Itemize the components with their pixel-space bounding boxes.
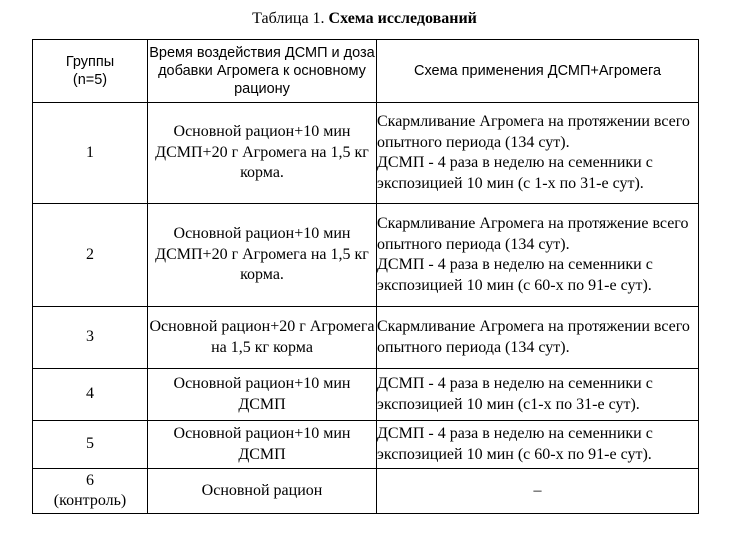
group-cell: 4 — [33, 369, 148, 421]
scheme-dsmp-text: ДСМП - 4 раза в неделю на семенники с экспозицией 10 мин (с1-х по 31-е сут). — [377, 375, 653, 413]
scheme-feed-text: Скармливание Агромега на протяжении всего опытного периода (134 сут). — [377, 113, 690, 151]
study-scheme-table — [32, 39, 699, 514]
table-row — [33, 307, 699, 369]
time-dose-cell: Основной рацион+10 мин ДСМП — [148, 369, 377, 421]
group-cell: 2 — [33, 204, 148, 307]
table-row — [33, 421, 699, 469]
table-row — [33, 369, 699, 421]
group-number: 6 — [86, 471, 94, 489]
scheme-feed-text: Скармливание Агромега на протяжении всего опытного периода (134 сут). — [377, 318, 690, 356]
scheme-dsmp-text: ДСМП - 4 раза в неделю на семенники с экспозицией 10 мин (с 60-х по 91-е сут). — [377, 425, 653, 463]
header-row — [33, 40, 699, 103]
scheme-cell — [377, 421, 699, 469]
time-dose-cell: Основной рацион+10 мин ДСМП+20 г Агромега на 1,5 кг корма. — [148, 204, 377, 307]
group-cell: 1 — [33, 103, 148, 204]
scheme-cell — [377, 204, 699, 307]
group-note: (контроль) — [53, 492, 127, 509]
header-groups-count: (n=5) — [72, 72, 108, 88]
header-groups-label: Группы — [65, 54, 115, 70]
scheme-dsmp-text: ДСМП - 4 раза в неделю на семенники с экспозицией 10 мин (с 1-х по 31-е сут). — [377, 154, 653, 192]
header-scheme: Схема применения ДСМП+Агромега — [377, 40, 699, 103]
time-dose-cell: Основной рацион — [148, 469, 377, 514]
table-row — [33, 469, 699, 514]
header-time-dose: Время воздействия ДСМП и доза добавки Агромега к основному рациону — [148, 40, 377, 103]
scheme-feed-text: Скармливание Агромега на протяжение всего опытного периода (134 сут). — [377, 215, 689, 253]
table-row — [33, 204, 699, 307]
scheme-cell — [377, 307, 699, 369]
group-cell: 3 — [33, 307, 148, 369]
group-cell: 5 — [33, 421, 148, 469]
scheme-cell — [377, 103, 699, 204]
scheme-cell — [377, 369, 699, 421]
time-dose-cell: Основной рацион+10 мин ДСМП — [148, 421, 377, 469]
time-dose-cell: Основной рацион+10 мин ДСМП+20 г Агромега на 1,5 кг корма. — [148, 103, 377, 204]
scheme-dsmp-text: ДСМП - 4 раза в неделю на семенники с экспозицией 10 мин (с 60-х по 91-е сут). — [377, 256, 653, 294]
time-dose-cell: Основной рацион+20 г Агромега на 1,5 кг корма — [148, 307, 377, 369]
caption-title: Схема исследований — [328, 10, 477, 27]
group-cell — [33, 469, 148, 514]
caption-prefix: Таблица 1. — [252, 10, 325, 27]
scheme-cell: – — [377, 469, 699, 514]
table-row — [33, 103, 699, 204]
table-caption — [0, 9, 729, 29]
header-groups — [33, 40, 148, 103]
